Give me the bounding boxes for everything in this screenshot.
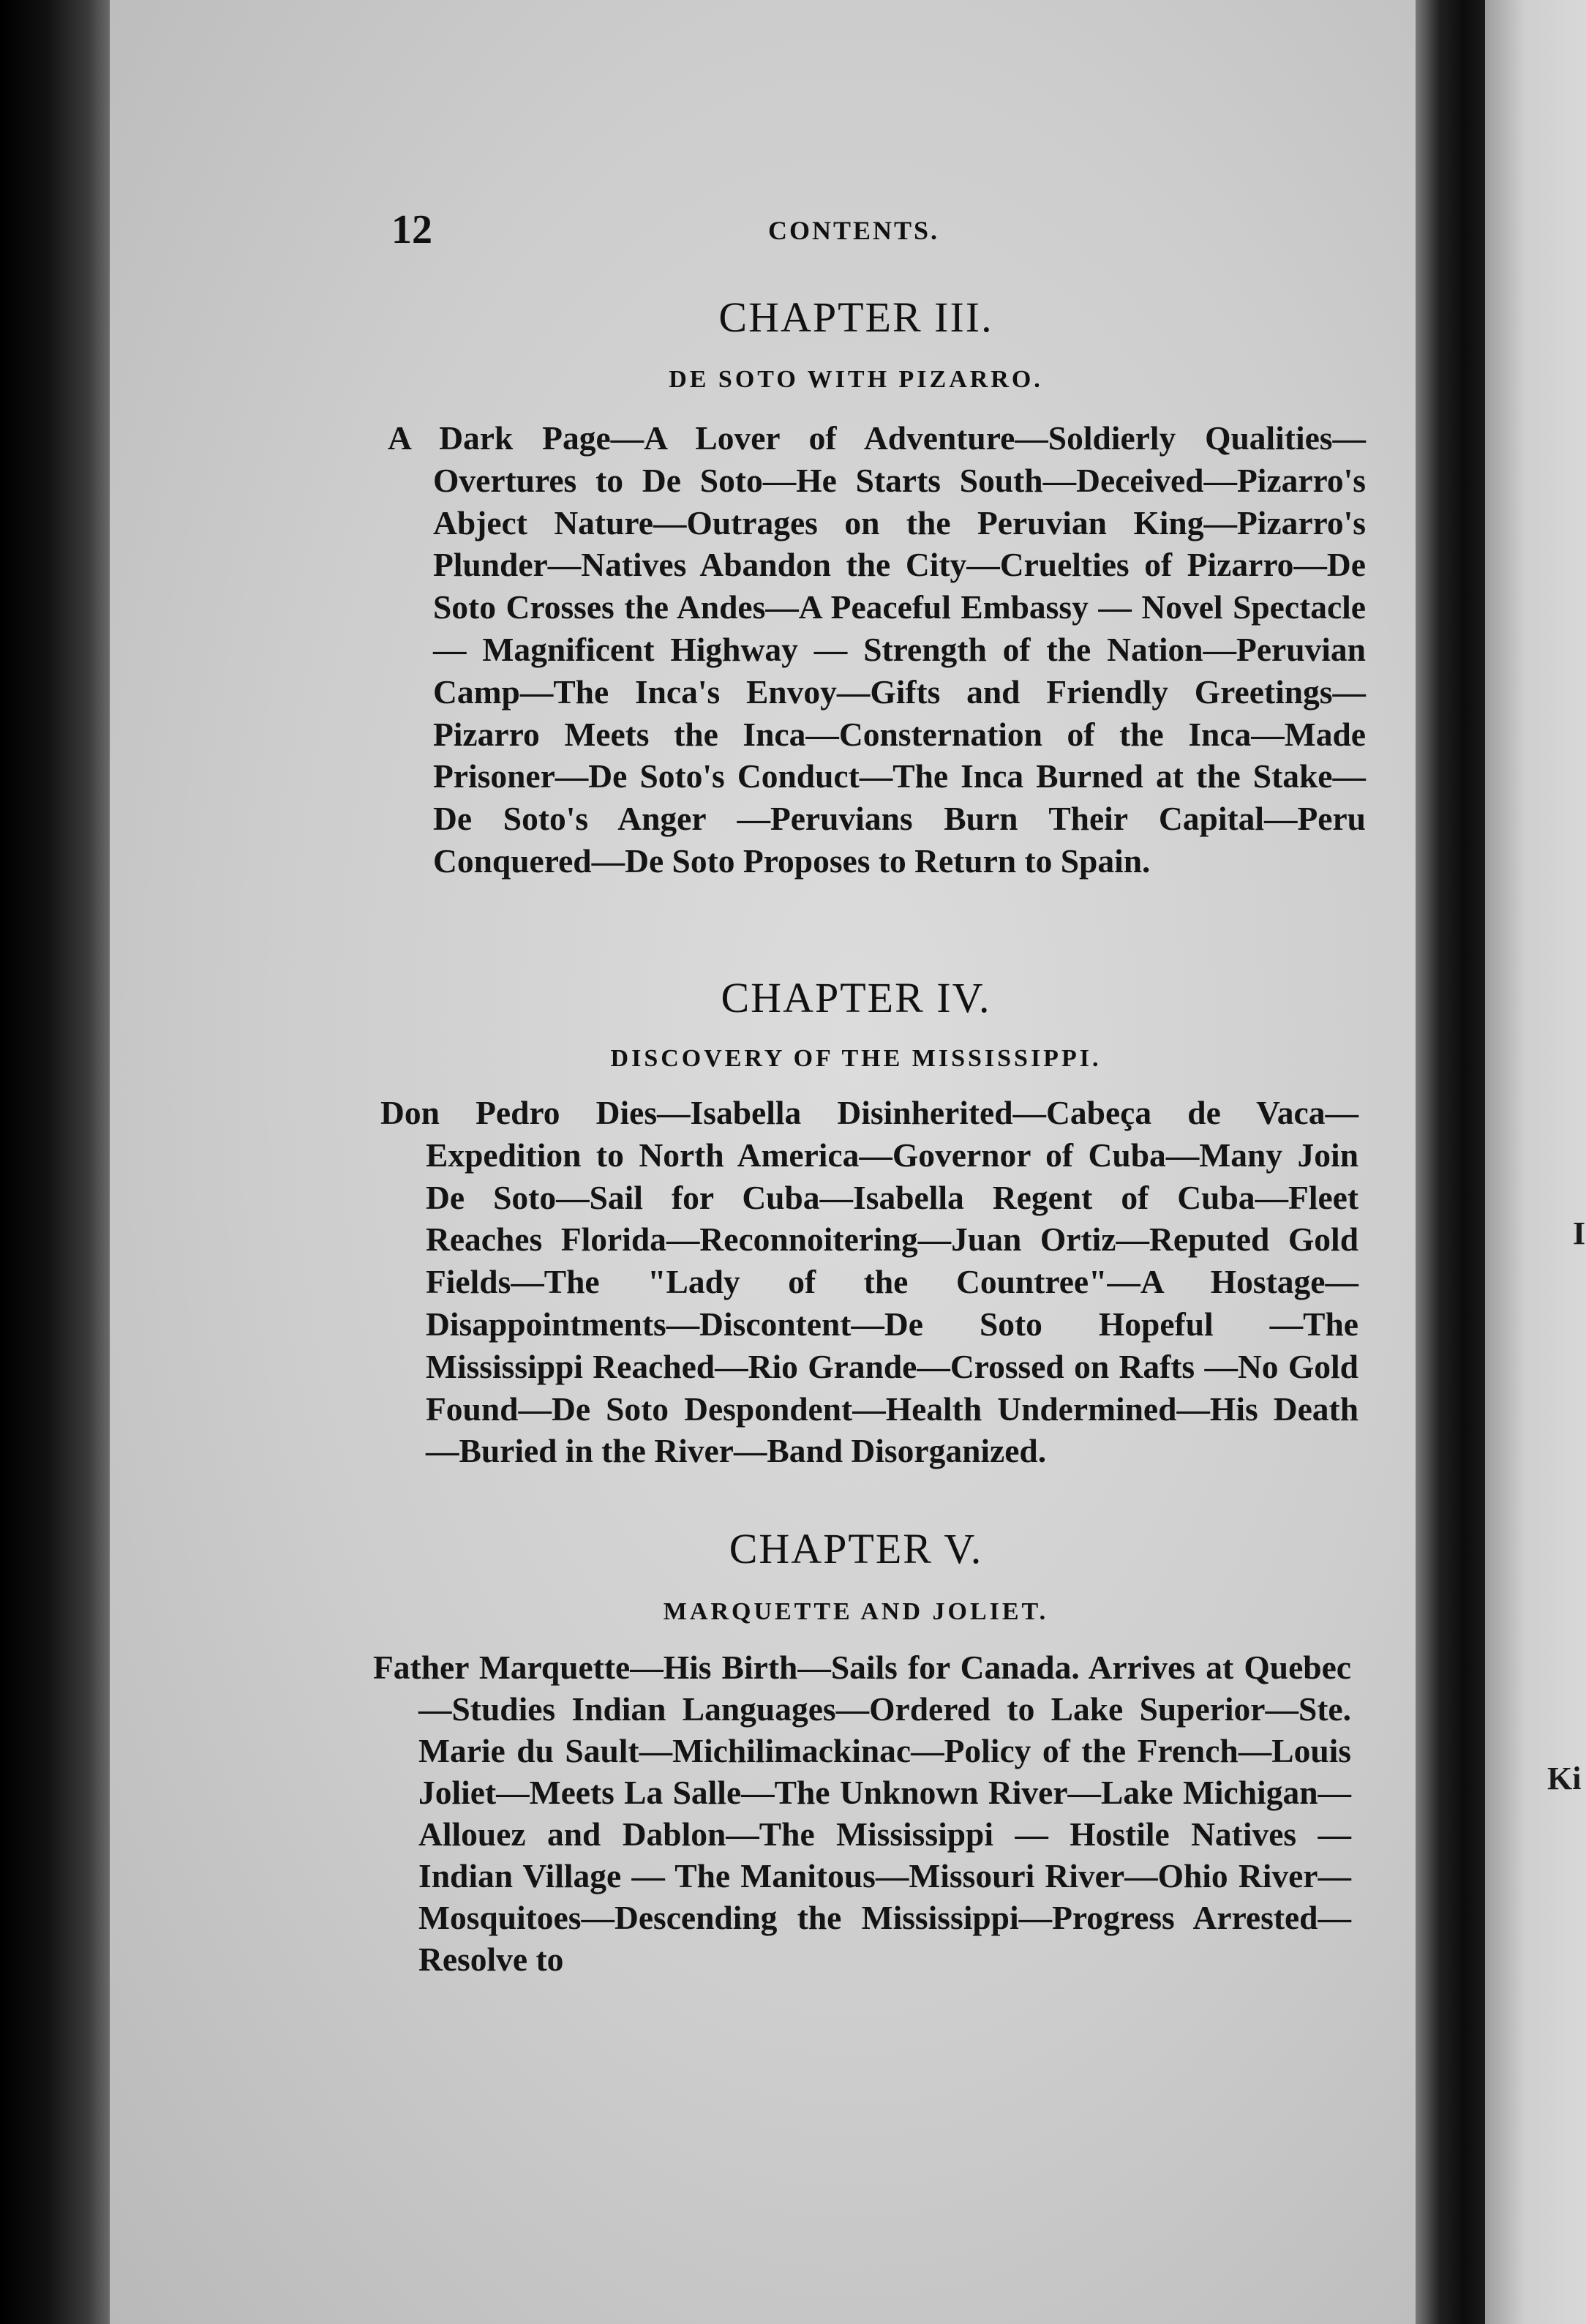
chapter-5-title: CHAPTER V. [729,1525,983,1573]
chapter-4-subtitle: DISCOVERY OF THE MISSISSIPPI. [610,1045,1102,1072]
chapter-3-title: CHAPTER III. [718,293,993,341]
chapter-3-subtitle: DE SOTO WITH PIZARRO. [669,366,1043,393]
chapter-5-subtitle: MARQUETTE AND JOLIET. [663,1598,1049,1625]
book-gutter [1416,0,1485,2324]
running-head: CONTENTS. [768,216,940,245]
chapter-3-summary: A Dark Page—A Lover of Adventure—Soldierly Qualities—Overtures to De Soto—He Starts South—Deceived—Pizarro's Abject Nature—Outrages on the Peruvian King—Pizarro's Plunder—Natives Abandon the City—Cruelties of Pizarro—De Soto Crosses the Andes—A Peaceful Embassy — Novel Spectacle — Magnificent Highway — Strength of the Nation—Peruvian Camp—The Inca's Envoy—Gifts and Friendly Greetings—Pizarro Meets the Inca—Consternation of the Inca—Made Prisoner—De Soto's Conduct—The Inca Burned at the Stake—De Soto's Anger —Peruvians Burn Their Capital—Peru Conquered—De Soto Proposes to Return to Spain. [388,419,1366,880]
book-left-edge [0,0,117,2324]
chapter-4-title: CHAPTER IV. [721,974,991,1022]
adjacent-page-fragment: Ki [1547,1761,1582,1796]
adjacent-page-fragment: I [1573,1215,1586,1251]
chapter-4-summary: Don Pedro Dies—Isabella Disinherited—Cabeça de Vaca—Expedition to North America—Governor of Cuba—Many Join De Soto—Sail for Cuba—Isabella Regent of Cuba—Fleet Reaches Florida—Reconnoitering—Juan Ortiz—Reputed Gold Fields—The "Lady of the Countree"—A Hostage—Disappointments—Discontent—De Soto Hopeful —The Mississippi Reached—Rio Grande—Crossed on Rafts —No Gold Found—De Soto Despondent—Health Undermined—His Death—Buried in the River—Band Disorganized. [380,1094,1358,1470]
page-number: 12 [391,207,432,252]
adjacent-page [1485,0,1586,2324]
chapter-5-summary: Father Marquette—His Birth—Sails for Canada. Arrives at Quebec—Studies Indian Languages—Ordered to Lake Superior—Ste. Marie du Sault—Michilimackinac—Policy of the French—Louis Joliet—Meets La Salle—The Unknown River—Lake Michigan—Allouez and Dablon—The Mississippi — Hostile Natives — Indian Village — The Manitous—Missouri River—Ohio River—Mosquitoes—Descending the Mississippi—Progress Arrested—Resolve to [373,1649,1351,1978]
